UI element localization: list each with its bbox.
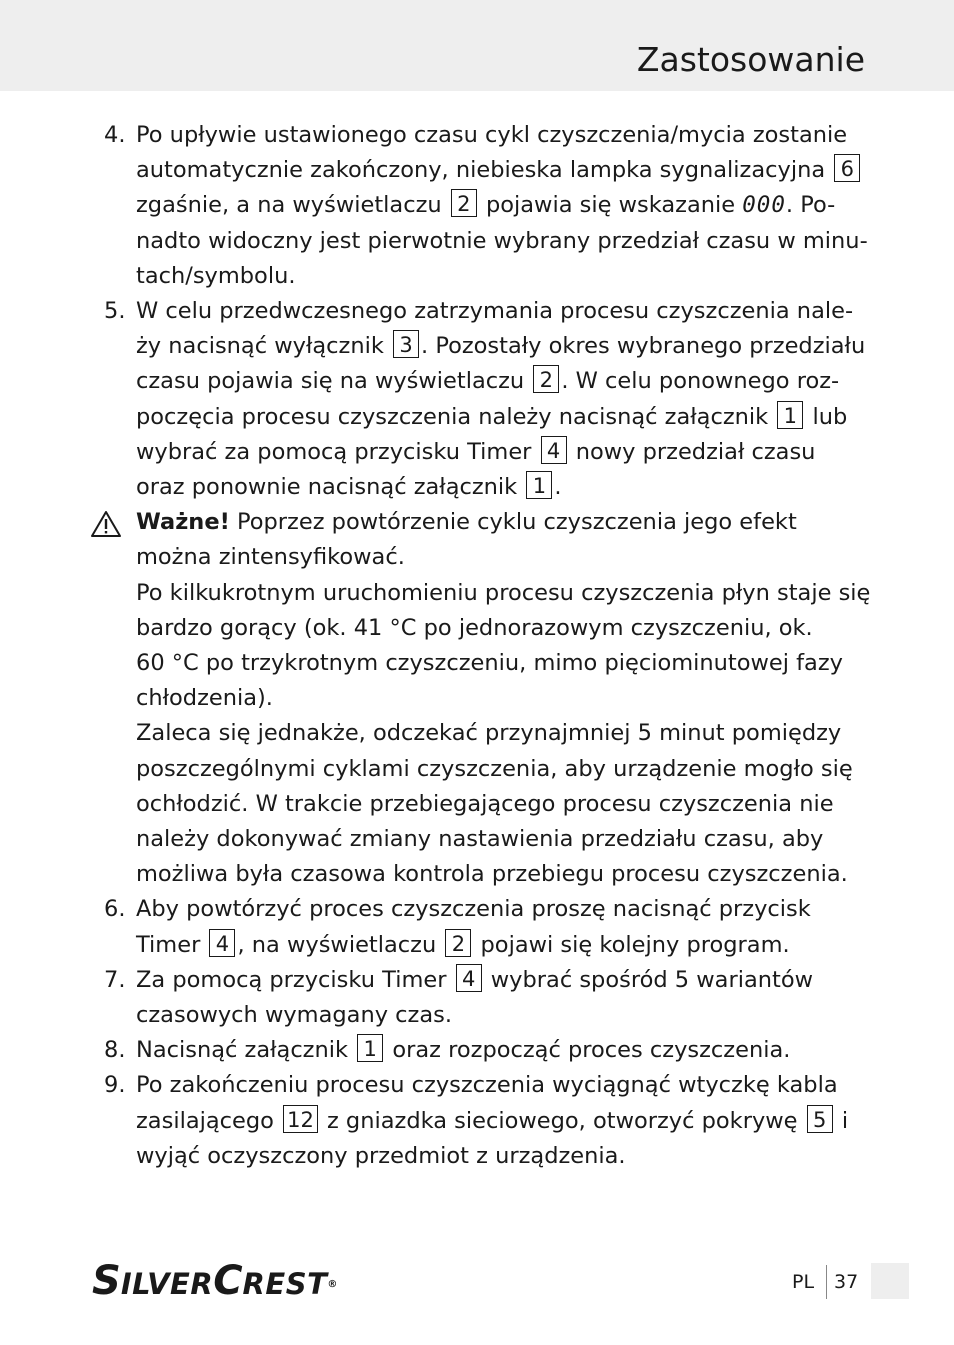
- text-segment: pojawia się wskazanie: [478, 192, 743, 219]
- text-segment: zasilającego: [136, 1107, 282, 1134]
- logo-letter: S: [92, 1258, 121, 1304]
- item-number: 7.: [104, 966, 126, 993]
- item-number: 9.: [104, 1072, 126, 1099]
- logo-letter: C: [213, 1258, 243, 1304]
- part-reference-box: 4: [456, 964, 482, 992]
- text-line: Po kilkukrotnym uruchomieniu procesu czyszczenia płyn staje się: [136, 579, 871, 606]
- text-segment: . Po-: [785, 192, 836, 219]
- part-reference-box: 6: [834, 154, 860, 182]
- part-reference-box: 5: [807, 1105, 833, 1133]
- text-line: [136, 153, 874, 188]
- text-line: [136, 998, 874, 1033]
- text-line: możliwa była czasowa kontrola przebiegu procesu czyszczenia.: [136, 861, 848, 888]
- part-reference-box: 1: [777, 401, 803, 429]
- text-segment: z gniazdka sieciowego, otworzyć pokrywę: [319, 1107, 805, 1134]
- text-line: [136, 892, 874, 927]
- text-line: [136, 963, 874, 998]
- text-line: [136, 1104, 874, 1139]
- important-note: [104, 505, 874, 892]
- logo-letters: ILVER: [120, 1267, 214, 1301]
- page-content: [104, 118, 874, 1174]
- text-segment: .: [554, 474, 562, 501]
- list-item-6: [104, 892, 874, 962]
- text-line: [136, 329, 874, 364]
- text-line: [136, 928, 874, 963]
- text-segment: nadto widoczny jest pierwotnie wybrany przedział czasu w minu-: [136, 227, 868, 254]
- text-line: chłodzenia).: [136, 685, 273, 712]
- part-reference-box: 1: [357, 1034, 383, 1062]
- text-line: [136, 1033, 874, 1068]
- text-segment: wyjąć oczyszczony przedmiot z urządzenia.: [136, 1142, 626, 1169]
- text-segment: ży nacisnąć wyłącznik: [136, 333, 392, 360]
- list-item-9: [104, 1068, 874, 1174]
- text-line: [136, 1139, 874, 1174]
- list-item-7: [104, 963, 874, 1033]
- note-heading: Ważne!: [136, 509, 230, 536]
- text-line: można zintensyfikować.: [136, 544, 405, 571]
- text-segment: tach/symbolu.: [136, 262, 296, 289]
- text-line: 60 °C po trzykrotnym czyszczeniu, mimo pięciominutowej fazy: [136, 650, 843, 677]
- text-segment: Po zakończeniu procesu czyszczenia wyciągnąć wtyczkę kabla: [136, 1072, 838, 1099]
- warning-triangle-icon: [90, 510, 122, 538]
- footer-divider: [826, 1265, 827, 1299]
- text-line: [136, 294, 874, 329]
- part-reference-box: 2: [533, 365, 559, 393]
- text-segment: . W celu ponownego roz-: [561, 368, 840, 395]
- text-segment: , na wyświetlaczu: [237, 931, 444, 958]
- part-reference-box: 2: [451, 189, 477, 217]
- part-reference-box: 12: [283, 1105, 318, 1133]
- text-segment: nowy przedział czasu: [568, 438, 816, 465]
- page-title: Zastosowanie: [636, 40, 865, 79]
- part-reference-box: 3: [393, 330, 419, 358]
- page-tab-marker: [871, 1263, 909, 1299]
- text-segment: poczęcia procesu czyszczenia należy nacisnąć załącznik: [136, 403, 776, 430]
- text-segment: wybrać za pomocą przycisku Timer: [136, 438, 539, 465]
- text-segment: . Pozostały okres wybranego przedziału: [421, 333, 866, 360]
- text-segment: czasowych wymagany czas.: [136, 1002, 453, 1029]
- text-line: Zaleca się jednakże, odczekać przynajmniej 5 minut pomiędzy: [136, 720, 842, 747]
- list-item-8: [104, 1033, 874, 1068]
- text-segment: Timer: [136, 931, 208, 958]
- text-line: [136, 224, 874, 259]
- text-line: poszczególnymi cyklami czyszczenia, aby urządzenie mogło się: [136, 755, 853, 782]
- text-line: [136, 435, 874, 470]
- text-line: należy dokonywać zmiany nastawienia przedziału czasu, aby: [136, 826, 824, 853]
- text-segment: Aby powtórzyć proces czyszczenia proszę nacisnąć przycisk: [136, 896, 811, 923]
- item-number: 5.: [104, 298, 126, 325]
- text-segment: i: [834, 1107, 849, 1134]
- registered-mark: ®: [327, 1279, 338, 1290]
- text-line: [136, 188, 874, 223]
- part-reference-box: 1: [526, 471, 552, 499]
- silvercrest-logo: [92, 1258, 337, 1304]
- list-item-5: [104, 294, 874, 505]
- text-segment: automatycznie zakończony, niebieska lampka sygnalizacyjna: [136, 157, 833, 184]
- part-reference-box: 4: [209, 929, 235, 957]
- text-segment: Za pomocą przycisku Timer: [136, 966, 454, 993]
- page-number: 37: [834, 1271, 859, 1293]
- text-line: ochłodzić. W trakcie przebiegającego procesu czyszczenia nie: [136, 790, 834, 817]
- language-code: PL: [792, 1271, 815, 1293]
- text-segment: W celu przedwczesnego zatrzymania procesu czyszczenia nale-: [136, 298, 854, 325]
- text-segment: oraz rozpocząć proces czyszczenia.: [385, 1037, 791, 1064]
- text-line: [136, 470, 874, 505]
- text-line: [136, 400, 874, 435]
- text-segment: lub: [805, 403, 848, 430]
- logo-letters: REST: [242, 1267, 328, 1301]
- part-reference-box: 2: [445, 929, 471, 957]
- text-line: [136, 364, 874, 399]
- text-segment: Poprzez powtórzenie cyklu czyszczenia jego efekt: [229, 509, 797, 536]
- text-line: [136, 1068, 874, 1103]
- text-line: [136, 259, 874, 294]
- text-segment: pojawi się kolejny program.: [473, 931, 790, 958]
- text-segment: wybrać spośród 5 wariantów: [483, 966, 813, 993]
- item-number: 4.: [104, 122, 126, 148]
- text-segment: Nacisnąć załącznik: [136, 1037, 356, 1064]
- text-line: bardzo gorący (ok. 41 °C po jednorazowym czyszczeniu, ok.: [136, 614, 813, 641]
- text-segment: Po upływie ustawionego czasu cykl czyszczenia/mycia zostanie: [136, 122, 848, 148]
- part-reference-box: 4: [541, 436, 567, 464]
- item-number: 8.: [104, 1037, 126, 1064]
- display-readout: 000: [742, 192, 786, 219]
- text-segment: oraz ponownie nacisnąć załącznik: [136, 474, 525, 501]
- text-line: [136, 505, 874, 540]
- text-line: [136, 118, 874, 153]
- item-number: 6.: [104, 896, 126, 923]
- text-segment: zgaśnie, a na wyświetlaczu: [136, 192, 449, 219]
- list-item-4: [104, 118, 874, 294]
- text-segment: czasu pojawia się na wyświetlaczu: [136, 368, 532, 395]
